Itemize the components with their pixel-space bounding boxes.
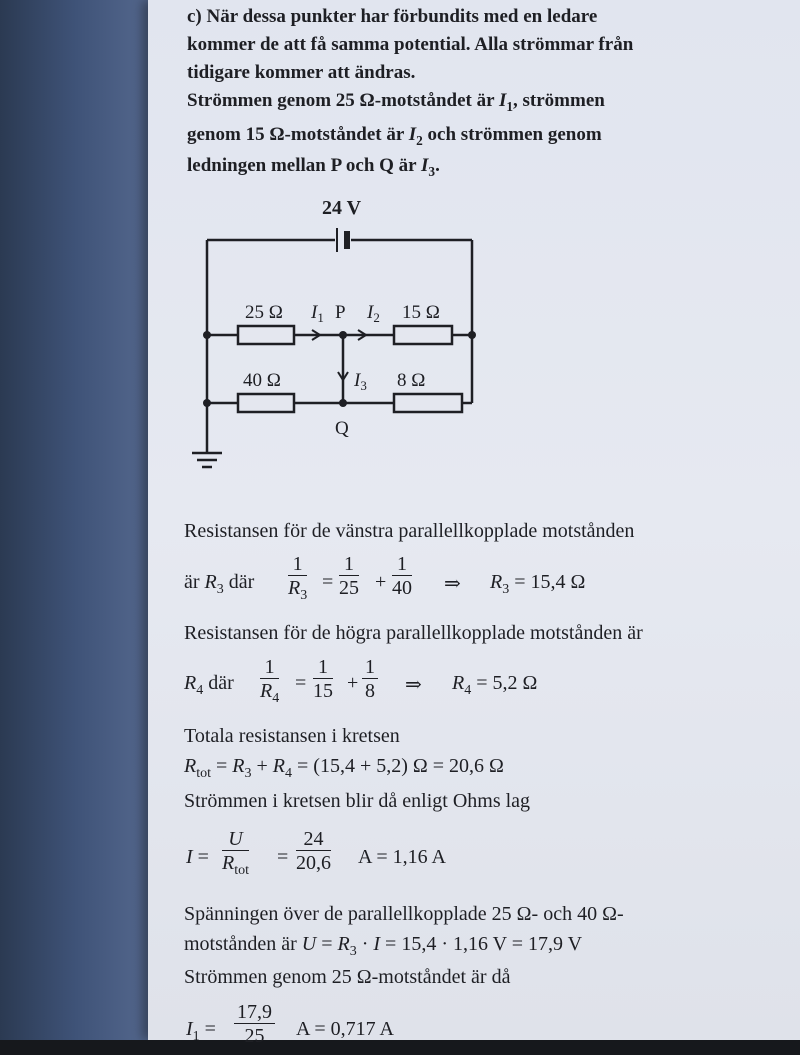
frac-17-9-over-25: $\frac{17,9}{25}$ [234, 1001, 275, 1048]
part-c-line-4: Strömmen genom 25 Ω-motståndet är $I_1$, strömmen [187, 90, 605, 114]
frac-24-over-20-6: $\frac{24}{20,6}$ [296, 828, 331, 874]
resistor-40 [238, 394, 294, 412]
part-c-line-1: c) När dessa punkter har förbundits med en ledare [187, 6, 598, 27]
resistor-15 [394, 326, 452, 344]
i1-label: $I_1$ [311, 302, 324, 325]
resistor-25 [238, 326, 294, 344]
implies-arrow-2: ⇒ [405, 674, 422, 696]
r4-result: $R_4 = 5,2$ Ω [452, 672, 538, 698]
part-c-line-2: kommer de att få samma potential. Alla strömmar från [187, 34, 634, 55]
plus-sign-2: + [347, 672, 359, 694]
frac-1-over-40: $\frac{1}{40}$ [392, 553, 412, 599]
resistor-8 [394, 394, 462, 412]
r4-label: $R_4$ där [184, 672, 234, 698]
frac-u-over-rtot: U $R_{tot}$ [222, 828, 249, 878]
p-label: P [335, 302, 346, 323]
battery-symbol [337, 228, 350, 252]
solution-line-3: Resistansen för de högra parallellkopplade motstånden är [184, 622, 643, 644]
ohm-result: A = 1,16 A [358, 846, 446, 868]
r8-label: 8 Ω [397, 370, 426, 391]
solution-line-7: Strömmen i kretsen blir då enligt Ohms lag [184, 790, 531, 812]
frac-1-over-15: $\frac{1}{15}$ [313, 656, 333, 702]
solution-line-5: Totala resistansen i kretsen [184, 725, 400, 747]
i2-label: $I_2$ [367, 302, 380, 325]
ohm-i: I = [186, 846, 209, 868]
frac-1-over-r4: $\frac{1}{R_4}$ [260, 656, 280, 706]
r40-label: 40 Ω [243, 370, 281, 391]
frac-1-over-25: $\frac{1}{25}$ [339, 553, 359, 599]
r3-result: $R_3 = 15,4$ Ω [490, 571, 586, 597]
part-c-line-5: genom 15 Ω-motståndet är $I_2$ och strömmen genom [187, 124, 602, 148]
eq-sign: = [322, 571, 334, 593]
q-label: Q [335, 418, 349, 439]
part-c-line-3: tidigare kommer att ändras. [187, 62, 416, 83]
rtot-equation: $R_{tot} = R_3 + R_4 = (15,4 + 5,2) \Omega = 20,6$ Ω [184, 755, 504, 781]
battery-label: 24 V [322, 197, 362, 219]
i1-eq: $I_1$ = [186, 1018, 216, 1044]
r15-label: 15 Ω [402, 302, 440, 323]
frac-1-over-r3: $\frac{1}{R_3}$ [288, 553, 308, 603]
eq-sign-3: = [277, 846, 289, 868]
plus-sign: + [375, 571, 387, 593]
i1-result: A = 0,717 A [296, 1018, 394, 1040]
solution-line-10: Strömmen genom 25 Ω-motståndet är då [184, 966, 511, 988]
eq-sign-2: = [295, 672, 307, 694]
solution-line-8: Spänningen över de parallellkopplade 25 Ω- och 40 Ω- [184, 903, 624, 925]
solution-line-1: Resistansen för de vänstra parallellkopplade motstånden [184, 520, 635, 542]
resistors [238, 326, 462, 412]
part-c-line-6: ledningen mellan P och Q är $I_3$. [187, 155, 440, 179]
solution-line-9: motstånden är $U = R_3 \cdot I = 15,4 \cdot 1,16$ V = 17,9 V [184, 933, 583, 959]
r25-label: 25 Ω [245, 302, 283, 323]
implies-arrow: ⇒ [444, 573, 461, 595]
frac-1-over-8: $\frac{1}{8}$ [362, 656, 378, 703]
i3-label: $I_3$ [354, 370, 367, 393]
r3-label: är $R_3$ där [184, 571, 255, 597]
